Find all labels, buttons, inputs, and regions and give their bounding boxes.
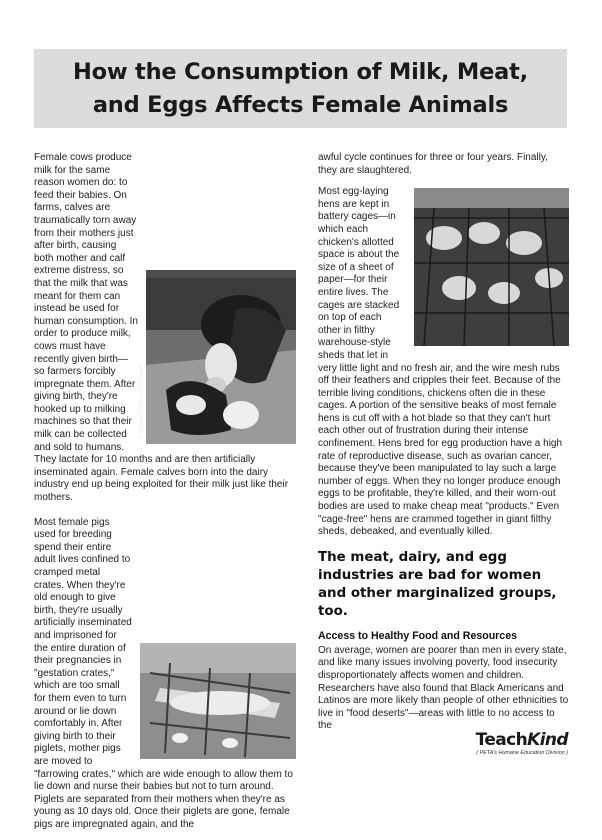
pigs-continued: awful cycle continues for three or four years. Finally, they are slaughtered. [318, 152, 548, 176]
title-line-2: and Eggs Affects Female Animals [92, 91, 509, 118]
hens-section [318, 186, 569, 539]
pigs-section [34, 517, 296, 832]
logo-wordmark [476, 731, 568, 749]
pigs-paragraph: Most female pigs used for breeding spend their entire adult lives confined to cramped metal crates. When they're old enough to give birth, they're usually artificially inseminated and imprisoned for the entire duration of their pregnancies in "gestation crates," which are too small for them even to turn around or lie down comfortably in. After giving birth to their piglets, mother pigs are moved to "farrowing crates," which are wide enough to allow them to lie down and nurse their babies but not to turn around. Piglets are separated from their mothers when they're as young as 10 days old. Once their piglets are gone, female pigs are impregnated again, and the [34, 516, 293, 830]
left-column [34, 152, 296, 840]
food-access-heading: Access to Healthy Food and Resources [318, 629, 517, 642]
logo-tagline: ( PETA's Humane Education Division ) [476, 750, 568, 756]
pig-farrowing-crate-photo [140, 643, 296, 759]
logo-teach: Teach [475, 730, 528, 750]
food-access-paragraph: On average, women are poorer than men in every state, and like many issues involving poverty, food insecurity disproportionately affects women and children. Researchers have also found that Black Americans and Latinos are more likely than people of other ethnicities to live in "food deserts"—areas with little to no access to the [318, 644, 569, 732]
battery-cage-hens-photo [414, 188, 569, 346]
title-line-1: How the Consumption of Milk, Meat, [72, 58, 529, 85]
photo-credit: © Jo-Anne McArthur / We Animals [138, 364, 145, 440]
cow-and-calf-photo [138, 270, 296, 444]
cows-paragraph: Female cows produce milk for the same reason women do: to feed their babies. On farms, calves are traumatically torn away from their mothers just after birth, causing both mother and calf extreme distress, so that the milk that was meant for them can instead be used for human consumption. In order to produce milk, cows must have recently given birth—so farmers forcibly impregnate them. After giving birth, they're hooked up to milking machines so that their milk can be collected and sold to humans. They lactate for 10 months and are then artificially inseminated again. Female calves born into the dairy industry end up being exploited for their milk just like their mothers. [34, 152, 289, 504]
teachkind-logo [476, 731, 568, 756]
marginalized-groups-subheading: The meat, dairy, and egg industries are bad for women and other marginalized groups, too. [318, 549, 557, 619]
logo-kind: Kind [527, 730, 568, 750]
title-banner [34, 49, 567, 128]
right-column [318, 152, 569, 733]
page-title [73, 56, 528, 122]
hens-paragraph: Most egg-laying hens are kept in battery cages—in which each chicken's allotted space is about the size of a sheet of paper—for their entire lives. The cages are stacked on top of each other in filthy warehouse-style sheds that let in very little light and no fresh air, and the wire mesh rubs off their feathers and cripples their feet. Because of the terrible living conditions, chickens often die in these cages. A portion of the sensitive beaks of most female hens is cut off with a hot blade so that they can't hurt each other out of frustration during their intense confinement. Hens bred for egg production have a high rate of reproductive disease, such as ovarian cancer, because they've been manipulated to lay such a large number of eggs. When they no longer produce enough eggs to be profitable, they're killed, and their worn-out bodies are used to make cheap meat "products." Even "cage-free" hens are crammed together in giant filthy sheds, debeaked, and eventually killed. [318, 186, 563, 538]
cows-section [34, 152, 296, 505]
